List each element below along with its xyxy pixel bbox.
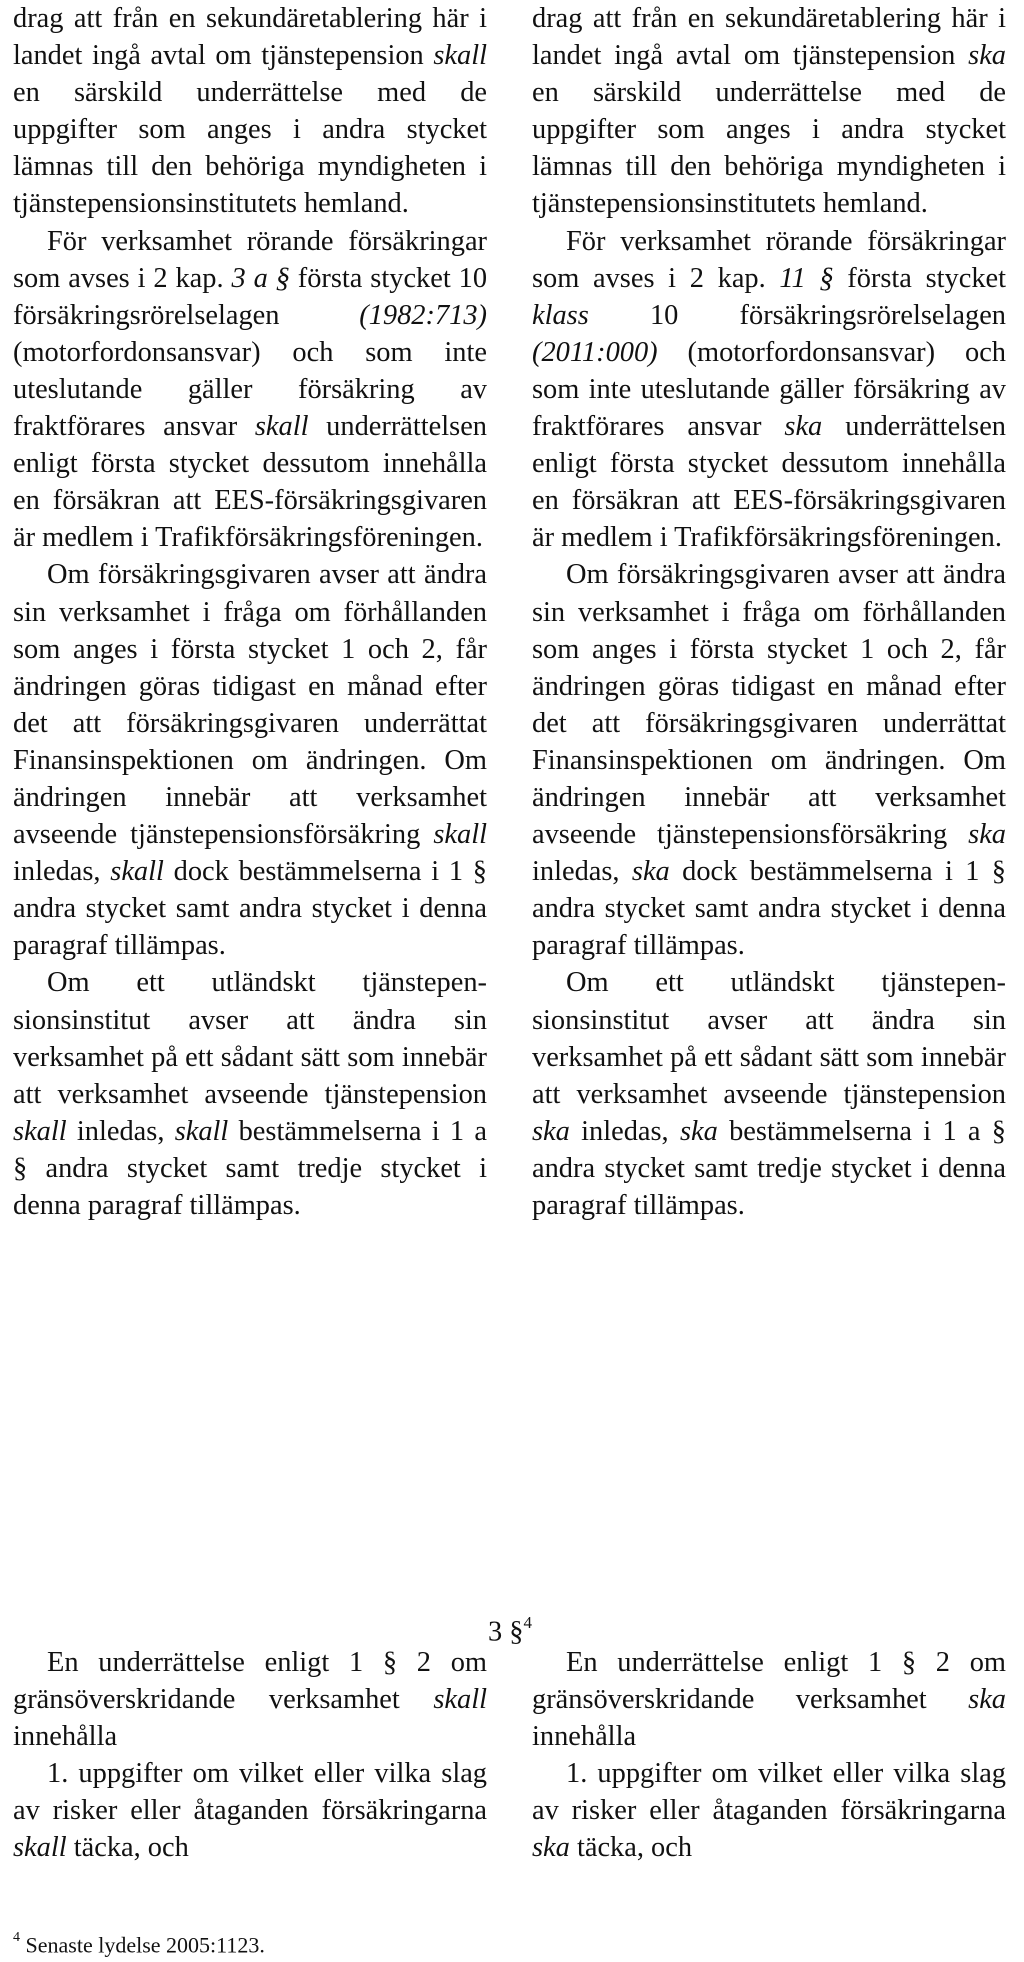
section-number: 3 § [488,1616,524,1648]
changed-term: ska [631,856,670,888]
right-column-section-3 [532,1644,1006,1867]
changed-term: (1982:713) [359,299,487,331]
changed-term: 3 a § [231,262,290,294]
left-paragraph-3: Om försäkringsgivaren avser att ändra sin verksamhet i fråga om förhållanden som anges i första stycket 1 och 2, får ändringen göras tidigast en månad efter det att försäkringsgivaren underrättat Finansinspektionen om ändringen. Om ändringen innebär att verksamhet avseende tjänstepensionsförsäkring skall inledas, skall dock bestämmelserna i 1 § andra stycket samt andra stycket i denna paragraf tillämpas. [13,559,487,962]
right-paragraph-3: Om försäkringsgivaren avser att ändra sin verksamhet i fråga om förhållanden som anges i första stycket 1 och 2, får ändringen göras tidigast en månad efter det att försäkringsgivaren underrättat Finansinspektionen om ändringen. Om ändringen innebär att verksamhet avseende tjänstepensionsförsäkring ska inledas, ska dock bestämmelserna i 1 § andra stycket samt andra stycket i denna paragraf tillämpas. [532,559,1007,962]
right-paragraph-2: För verksamhet rörande försäkringar som avses i 2 kap. 11 § första stycket klass 10 försäkringsrörelselagen (2011:000) (motorfordonsansvar) och som inte uteslutande gäller försäkring av fraktförares ansvar ska underrättelsen enligt första stycket dessutom innehålla en försäkran att EES-försäkringsgivaren är medlem i Trafikförsäkringsföreningen. [532,225,1006,554]
footnote-reference: 4 [523,1613,532,1632]
left-paragraph-1: drag att från en sekundäretablering här i landet ingå avtal om tjänstepension skall en särskild underrättelse med de uppgifter som anges i andra stycket lämnas till den behöriga myndigheten i tjänstepensionsinstitutets hemland. [13,3,487,220]
left-section-3-intro: En underrättelse enligt 1 § 2 om gränsöverskridande verksamhet skall innehålla [13,1647,487,1753]
changed-term: ska [679,1115,718,1147]
left-section-3-item-1: 1. uppgifter om vilket eller vilka slag av risker eller åtaganden försäkringarna skall täcka, och [13,1758,487,1864]
changed-term: 11 § [779,262,834,294]
right-paragraph-1: drag att från en sekundäretablering här i landet ingå avtal om tjänstepension ska en särskild underrättelse med de uppgifter som anges i andra stycket lämnas till den behöriga myndigheten i tjänstepensionsinstitutets hemland. [532,3,1006,220]
changed-term: ska [968,819,1006,851]
changed-term: ska [968,40,1006,72]
right-section-3-intro: En underrättelse enligt 1 § 2 om gränsöverskridande verksamhet ska innehålla [532,1647,1006,1753]
footnote-marker: 4 [13,1930,20,1945]
changed-term: skall [13,1115,67,1147]
changed-term: ska [532,1115,570,1147]
changed-term: ska [968,1684,1006,1716]
changed-term: klass [532,299,589,331]
changed-term: skall [110,856,164,888]
changed-term: ska [532,1832,570,1864]
changed-term: skall [433,1684,487,1716]
changed-term: ska [784,411,823,443]
right-column-proposed-text [532,0,1006,1224]
changed-term: skall [433,40,487,72]
right-section-3-item-1: 1. uppgifter om vilket eller vilka slag av risker eller åtaganden försäkringarna ska täcka, och [532,1758,1006,1864]
left-column-current-text [13,0,487,1224]
changed-term: skall [254,411,309,443]
footnote [13,1926,265,1960]
footnote-text: Senaste lydelse 2005:1123. [25,1932,265,1958]
left-paragraph-4: Om ett utländskt tjänstepensionsinstitut avser att ändra sin verksamhet på ett sådant sätt som innebär att verksamhet avseende tjänstepension skall inledas, skall bestämmelserna i 1 a § andra stycket samt tredje stycket i denna paragraf tillämpas. [13,967,488,1221]
changed-term: (2011:000) [532,336,658,368]
left-column-section-3 [13,1644,487,1867]
changed-term: skall [174,1115,229,1147]
changed-term: skall [13,1832,67,1864]
left-paragraph-2: För verksamhet rörande försäkringar som avses i 2 kap. 3 a § första stycket 10 försäkringsrörelselagen (1982:713) (motorfordonsansvar) och som inte uteslutande gäller försäkring av fraktförares ansvar skall underrättelsen enligt första stycket dessutom innehålla en försäkran att EES-försäkringsgivaren är medlem i Trafikförsäkringsföreningen. [13,225,488,554]
changed-term: skall [433,819,487,851]
right-paragraph-4: Om ett utländskt tjänstepensionsinstitut avser att ändra sin verksamhet på ett sådant sätt som innebär att verksamhet avseende tjänstepension ska inledas, ska bestämmelserna i 1 a § andra stycket samt tredje stycket i denna paragraf tillämpas. [532,967,1006,1221]
